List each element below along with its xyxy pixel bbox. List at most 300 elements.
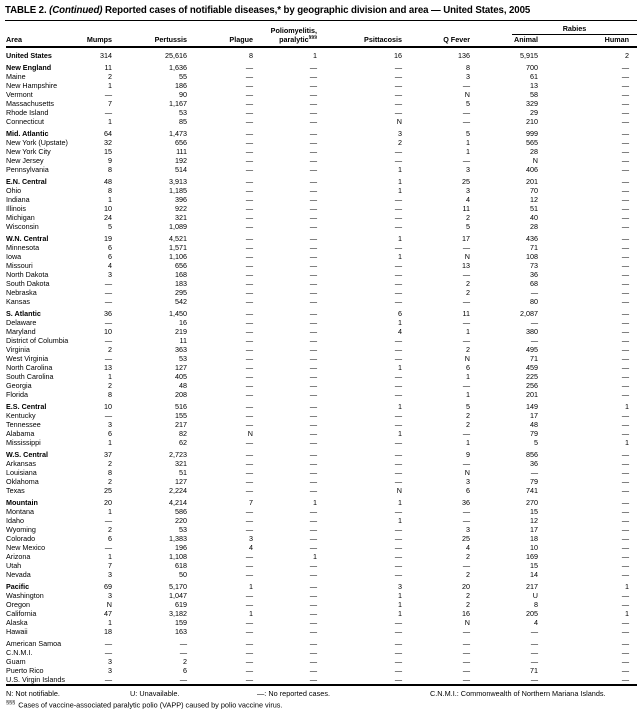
value-cell: 7 bbox=[108, 99, 112, 108]
value-cell: — bbox=[309, 327, 317, 336]
value-cell: 205 bbox=[526, 609, 538, 618]
value-cell: 2 bbox=[398, 138, 402, 147]
table-row bbox=[6, 243, 637, 252]
value-cell: 1 bbox=[398, 402, 402, 411]
area-label: New York City bbox=[6, 147, 51, 156]
value-cell: 6 bbox=[466, 363, 470, 372]
value-cell: — bbox=[621, 177, 630, 186]
col-plague: Plague bbox=[192, 35, 262, 47]
value-cell: — bbox=[621, 525, 630, 534]
value-cell: — bbox=[621, 570, 630, 579]
value-cell: — bbox=[245, 639, 253, 648]
value-cell: — bbox=[621, 117, 630, 126]
table-row bbox=[6, 345, 637, 354]
value-cell: — bbox=[309, 666, 317, 675]
area-label: Maine bbox=[6, 72, 26, 81]
value-cell: — bbox=[104, 279, 112, 288]
table-row bbox=[6, 270, 637, 279]
value-cell: — bbox=[245, 363, 253, 372]
value-cell: 169 bbox=[526, 552, 538, 561]
value-cell: 15 bbox=[530, 507, 538, 516]
area-label: Puerto Rico bbox=[6, 666, 44, 675]
value-cell: — bbox=[621, 129, 630, 138]
table-footnotes bbox=[5, 689, 637, 710]
value-cell: — bbox=[245, 618, 253, 627]
value-cell: 3 bbox=[108, 570, 112, 579]
col-pertussis: Pertussis bbox=[116, 35, 192, 47]
value-cell: — bbox=[394, 213, 402, 222]
value-cell: — bbox=[621, 372, 630, 381]
value-cell: 2 bbox=[108, 477, 112, 486]
value-cell: — bbox=[104, 318, 112, 327]
value-cell: — bbox=[309, 213, 317, 222]
value-cell: 51 bbox=[530, 204, 538, 213]
table-row bbox=[6, 570, 637, 579]
area-label: C.N.M.I. bbox=[6, 648, 33, 657]
value-cell: — bbox=[621, 459, 630, 468]
value-cell: 329 bbox=[526, 99, 538, 108]
value-cell: — bbox=[309, 177, 317, 186]
value-cell: 111 bbox=[176, 147, 187, 156]
value-cell: 1 bbox=[398, 177, 402, 186]
value-cell: 380 bbox=[526, 327, 538, 336]
value-cell: — bbox=[621, 243, 630, 252]
value-cell: — bbox=[621, 165, 630, 174]
value-cell: — bbox=[462, 243, 470, 252]
value-cell: 4 bbox=[108, 261, 112, 270]
table-row bbox=[6, 90, 637, 99]
value-cell: 17 bbox=[530, 525, 538, 534]
area-label: United States bbox=[6, 51, 52, 60]
value-cell: — bbox=[621, 345, 630, 354]
table-row bbox=[6, 636, 637, 648]
value-cell: 1 bbox=[108, 507, 112, 516]
header-group-row bbox=[6, 21, 637, 35]
value-cell: 208 bbox=[175, 390, 187, 399]
value-cell: — bbox=[309, 195, 317, 204]
value-cell: 1,571 bbox=[169, 243, 187, 252]
value-cell: 11 bbox=[462, 204, 470, 213]
table-row bbox=[6, 231, 637, 243]
value-cell: 8 bbox=[534, 600, 538, 609]
area-label: Vermont bbox=[6, 90, 33, 99]
value-cell: — bbox=[309, 543, 317, 552]
value-cell: 1 bbox=[398, 516, 402, 525]
value-cell: — bbox=[621, 234, 630, 243]
value-cell: — bbox=[245, 309, 253, 318]
value-cell: — bbox=[245, 390, 253, 399]
value-cell: 4 bbox=[398, 327, 402, 336]
value-cell: — bbox=[309, 138, 317, 147]
value-cell: 136 bbox=[458, 51, 470, 60]
value-cell: — bbox=[309, 648, 317, 657]
value-cell: — bbox=[621, 420, 630, 429]
table-row bbox=[6, 126, 637, 138]
area-label: Guam bbox=[6, 657, 26, 666]
value-cell: — bbox=[245, 657, 253, 666]
value-cell: 542 bbox=[175, 297, 187, 306]
value-cell: 71 bbox=[530, 243, 538, 252]
table-row bbox=[6, 147, 637, 156]
value-cell: 1,047 bbox=[169, 591, 187, 600]
value-cell: — bbox=[179, 675, 187, 684]
area-label: Michigan bbox=[6, 213, 35, 222]
area-label: West Virginia bbox=[6, 354, 49, 363]
value-cell: — bbox=[309, 186, 317, 195]
value-cell: — bbox=[245, 675, 253, 684]
value-cell: 15 bbox=[104, 147, 112, 156]
value-cell: — bbox=[309, 336, 317, 345]
area-label: Nevada bbox=[6, 570, 31, 579]
value-cell: 6 bbox=[466, 486, 470, 495]
value-cell: — bbox=[309, 390, 317, 399]
value-cell: 2 bbox=[466, 591, 470, 600]
value-cell: 1 bbox=[466, 438, 470, 447]
value-cell: — bbox=[621, 99, 630, 108]
value-cell: — bbox=[621, 543, 630, 552]
table-row bbox=[6, 306, 637, 318]
value-cell: — bbox=[104, 288, 112, 297]
value-cell: 396 bbox=[175, 195, 187, 204]
value-cell: 2 bbox=[466, 411, 470, 420]
value-cell: — bbox=[104, 297, 112, 306]
value-cell: 168 bbox=[175, 270, 187, 279]
value-cell: — bbox=[309, 81, 317, 90]
value-cell: — bbox=[245, 345, 253, 354]
value-cell: 495 bbox=[526, 345, 538, 354]
value-cell: — bbox=[245, 627, 253, 636]
table-row bbox=[6, 381, 637, 390]
value-cell: 406 bbox=[526, 165, 538, 174]
value-cell: — bbox=[394, 63, 402, 72]
value-cell: 40 bbox=[530, 213, 538, 222]
value-cell: 1 bbox=[108, 117, 112, 126]
table-row bbox=[6, 213, 637, 222]
value-cell: — bbox=[530, 648, 538, 657]
value-cell: N bbox=[464, 252, 470, 261]
value-cell: — bbox=[394, 657, 402, 666]
value-cell: — bbox=[245, 327, 253, 336]
value-cell: — bbox=[621, 657, 630, 666]
value-cell: 1 bbox=[108, 372, 112, 381]
value-cell: — bbox=[309, 516, 317, 525]
value-cell: — bbox=[309, 450, 317, 459]
value-cell: — bbox=[394, 72, 402, 81]
value-cell: 5 bbox=[534, 438, 538, 447]
value-cell: — bbox=[394, 450, 402, 459]
value-cell: — bbox=[394, 81, 402, 90]
value-cell: 256 bbox=[526, 381, 538, 390]
value-cell: 47 bbox=[104, 609, 112, 618]
value-cell: 201 bbox=[526, 390, 538, 399]
table-row bbox=[6, 204, 637, 213]
value-cell: 90 bbox=[179, 90, 187, 99]
value-cell: 1 bbox=[625, 438, 630, 447]
value-cell: 2 bbox=[466, 213, 470, 222]
value-cell: 1 bbox=[398, 165, 402, 174]
table-header bbox=[6, 21, 637, 47]
value-cell: 28 bbox=[530, 222, 538, 231]
value-cell: — bbox=[104, 648, 112, 657]
value-cell: 108 bbox=[526, 252, 538, 261]
area-label: Maryland bbox=[6, 327, 36, 336]
area-label: W.S. Central bbox=[6, 450, 48, 459]
value-cell: — bbox=[104, 675, 112, 684]
area-label: Ohio bbox=[6, 186, 22, 195]
table-row bbox=[6, 675, 637, 685]
value-cell: — bbox=[309, 468, 317, 477]
value-cell: — bbox=[309, 507, 317, 516]
area-label: Mid. Atlantic bbox=[6, 129, 49, 138]
value-cell: 1,089 bbox=[169, 222, 187, 231]
value-cell: — bbox=[245, 72, 253, 81]
value-cell: 2 bbox=[466, 420, 470, 429]
area-label: Tennessee bbox=[6, 420, 41, 429]
table-row bbox=[6, 525, 637, 534]
value-cell: 15 bbox=[530, 561, 538, 570]
value-cell: — bbox=[394, 270, 402, 279]
footnote-vapp bbox=[6, 699, 637, 710]
value-cell: — bbox=[462, 627, 470, 636]
area-label: Rhode Island bbox=[6, 108, 49, 117]
value-cell: 14 bbox=[530, 570, 538, 579]
value-cell: 1 bbox=[313, 498, 317, 507]
table-row bbox=[6, 354, 637, 363]
value-cell: — bbox=[309, 570, 317, 579]
area-label: Oregon bbox=[6, 600, 30, 609]
value-cell: 16 bbox=[394, 51, 402, 60]
value-cell: — bbox=[309, 243, 317, 252]
table-row bbox=[6, 279, 637, 288]
value-cell: — bbox=[309, 252, 317, 261]
value-cell: — bbox=[462, 381, 470, 390]
value-cell: — bbox=[621, 639, 630, 648]
value-cell: 220 bbox=[175, 516, 187, 525]
value-cell: — bbox=[530, 468, 538, 477]
value-cell: — bbox=[309, 561, 317, 570]
value-cell: — bbox=[309, 411, 317, 420]
value-cell: — bbox=[621, 627, 630, 636]
table-row bbox=[6, 363, 637, 372]
value-cell: — bbox=[245, 261, 253, 270]
value-cell: — bbox=[309, 234, 317, 243]
value-cell: 436 bbox=[526, 234, 538, 243]
value-cell: 1,108 bbox=[169, 552, 187, 561]
value-cell: — bbox=[621, 381, 630, 390]
value-cell: 1 bbox=[249, 609, 253, 618]
value-cell: 2 bbox=[108, 72, 112, 81]
value-cell: — bbox=[394, 570, 402, 579]
value-cell: 196 bbox=[175, 543, 187, 552]
value-cell: 127 bbox=[175, 363, 187, 372]
value-cell: N bbox=[464, 354, 470, 363]
value-cell: — bbox=[104, 90, 112, 99]
value-cell: 3 bbox=[398, 582, 402, 591]
value-cell: — bbox=[621, 147, 630, 156]
value-cell: 1,185 bbox=[169, 186, 187, 195]
value-cell: 5 bbox=[466, 402, 470, 411]
col-group-rabies bbox=[478, 21, 637, 35]
polio-footnote-marker: §§§ bbox=[308, 35, 317, 41]
value-cell: — bbox=[394, 411, 402, 420]
value-cell: — bbox=[245, 552, 253, 561]
value-cell: 10 bbox=[104, 402, 112, 411]
table-row bbox=[6, 165, 637, 174]
area-label: Oklahoma bbox=[6, 477, 39, 486]
value-cell: — bbox=[621, 354, 630, 363]
value-cell: 6 bbox=[108, 252, 112, 261]
area-label: E.N. Central bbox=[6, 177, 47, 186]
value-cell: — bbox=[394, 438, 402, 447]
value-cell: — bbox=[309, 609, 317, 618]
value-cell: — bbox=[394, 525, 402, 534]
table-row bbox=[6, 47, 637, 60]
value-cell: 217 bbox=[175, 420, 187, 429]
area-label: Iowa bbox=[6, 252, 22, 261]
value-cell: — bbox=[530, 318, 538, 327]
value-cell: 1 bbox=[398, 498, 402, 507]
value-cell: 565 bbox=[526, 138, 538, 147]
value-cell: — bbox=[394, 195, 402, 204]
value-cell: — bbox=[462, 666, 470, 675]
area-label: Missouri bbox=[6, 261, 33, 270]
value-cell: 619 bbox=[175, 600, 187, 609]
value-cell: 5 bbox=[466, 129, 470, 138]
value-cell: — bbox=[394, 648, 402, 657]
value-cell: — bbox=[394, 204, 402, 213]
value-cell: 6 bbox=[183, 666, 187, 675]
value-cell: 3 bbox=[466, 165, 470, 174]
value-cell: N bbox=[464, 90, 470, 99]
value-cell: 219 bbox=[175, 327, 187, 336]
value-cell: — bbox=[245, 195, 253, 204]
value-cell: 270 bbox=[526, 498, 538, 507]
value-cell: — bbox=[179, 648, 187, 657]
col-poliomyelitis-line1: Poliomyelitis, bbox=[270, 26, 317, 35]
table-row bbox=[6, 117, 637, 126]
value-cell: — bbox=[621, 507, 630, 516]
value-cell: — bbox=[621, 72, 630, 81]
value-cell: 11 bbox=[462, 309, 470, 318]
area-label: Connecticut bbox=[6, 117, 44, 126]
value-cell: — bbox=[309, 381, 317, 390]
value-cell: 10 bbox=[530, 543, 538, 552]
value-cell: — bbox=[621, 279, 630, 288]
area-label: Mississippi bbox=[6, 438, 41, 447]
value-cell: — bbox=[621, 138, 630, 147]
value-cell: 25 bbox=[462, 177, 470, 186]
value-cell: 741 bbox=[526, 486, 538, 495]
value-cell: — bbox=[309, 99, 317, 108]
value-cell: 1 bbox=[398, 600, 402, 609]
area-label: Georgia bbox=[6, 381, 32, 390]
value-cell: 217 bbox=[526, 582, 538, 591]
value-cell: 36 bbox=[530, 270, 538, 279]
footnote-legend bbox=[5, 689, 637, 699]
value-cell: 155 bbox=[175, 411, 187, 420]
vapp-footnote-text: Cases of vaccine-associated paralytic polio (VAPP) caused by polio vaccine virus. bbox=[18, 700, 283, 710]
value-cell: — bbox=[245, 129, 253, 138]
value-cell: 8 bbox=[249, 51, 253, 60]
value-cell: 69 bbox=[104, 582, 112, 591]
value-cell: — bbox=[394, 639, 402, 648]
value-cell: 3 bbox=[108, 420, 112, 429]
area-label: Pacific bbox=[6, 582, 30, 591]
table-continued-flag: (Continued) bbox=[49, 5, 103, 16]
value-cell: — bbox=[309, 129, 317, 138]
table-row bbox=[6, 327, 637, 336]
value-cell: 149 bbox=[526, 402, 538, 411]
value-cell: — bbox=[245, 234, 253, 243]
table-row bbox=[6, 438, 637, 447]
value-cell: — bbox=[309, 591, 317, 600]
legend-unavailable: U: Unavailable. bbox=[130, 689, 180, 698]
value-cell: 4 bbox=[466, 543, 470, 552]
value-cell: 3,182 bbox=[169, 609, 187, 618]
table-row bbox=[6, 627, 637, 636]
legend-cnmi: C.N.M.I.: Commonwealth of Northern Mariana Islands. bbox=[430, 689, 606, 698]
area-label: Delaware bbox=[6, 318, 37, 327]
value-cell: 1 bbox=[249, 582, 253, 591]
value-cell: — bbox=[621, 450, 630, 459]
table-body bbox=[6, 47, 637, 685]
col-q-fever: Q Fever bbox=[410, 35, 478, 47]
table-row bbox=[6, 657, 637, 666]
area-label: California bbox=[6, 609, 37, 618]
value-cell: 71 bbox=[530, 666, 538, 675]
value-cell: — bbox=[104, 516, 112, 525]
value-cell: 29 bbox=[530, 108, 538, 117]
value-cell: — bbox=[309, 204, 317, 213]
value-cell: 1 bbox=[108, 552, 112, 561]
value-cell: — bbox=[394, 468, 402, 477]
value-cell: — bbox=[621, 591, 630, 600]
value-cell: N bbox=[106, 600, 112, 609]
value-cell: — bbox=[394, 543, 402, 552]
value-cell: — bbox=[245, 297, 253, 306]
table-row bbox=[6, 174, 637, 186]
table-row bbox=[6, 543, 637, 552]
value-cell: 28 bbox=[530, 147, 538, 156]
value-cell: — bbox=[309, 429, 317, 438]
value-cell: 3 bbox=[108, 591, 112, 600]
value-cell: — bbox=[309, 108, 317, 117]
value-cell: 586 bbox=[175, 507, 187, 516]
value-cell: — bbox=[245, 222, 253, 231]
value-cell: 159 bbox=[175, 618, 187, 627]
value-cell: 48 bbox=[530, 420, 538, 429]
table-row bbox=[6, 222, 637, 231]
value-cell: 2 bbox=[108, 381, 112, 390]
value-cell: 6 bbox=[108, 429, 112, 438]
table-row bbox=[6, 591, 637, 600]
value-cell: — bbox=[309, 525, 317, 534]
area-label: E.S. Central bbox=[6, 402, 47, 411]
value-cell: 16 bbox=[462, 609, 470, 618]
value-cell: 79 bbox=[530, 429, 538, 438]
value-cell: — bbox=[245, 507, 253, 516]
value-cell: — bbox=[621, 156, 630, 165]
value-cell: — bbox=[621, 288, 630, 297]
value-cell: 64 bbox=[104, 129, 112, 138]
area-label: Hawaii bbox=[6, 627, 28, 636]
value-cell: — bbox=[245, 666, 253, 675]
value-cell: 8 bbox=[108, 468, 112, 477]
value-cell: 4 bbox=[249, 543, 253, 552]
value-cell: — bbox=[394, 477, 402, 486]
value-cell: — bbox=[245, 591, 253, 600]
value-cell: 700 bbox=[526, 63, 538, 72]
